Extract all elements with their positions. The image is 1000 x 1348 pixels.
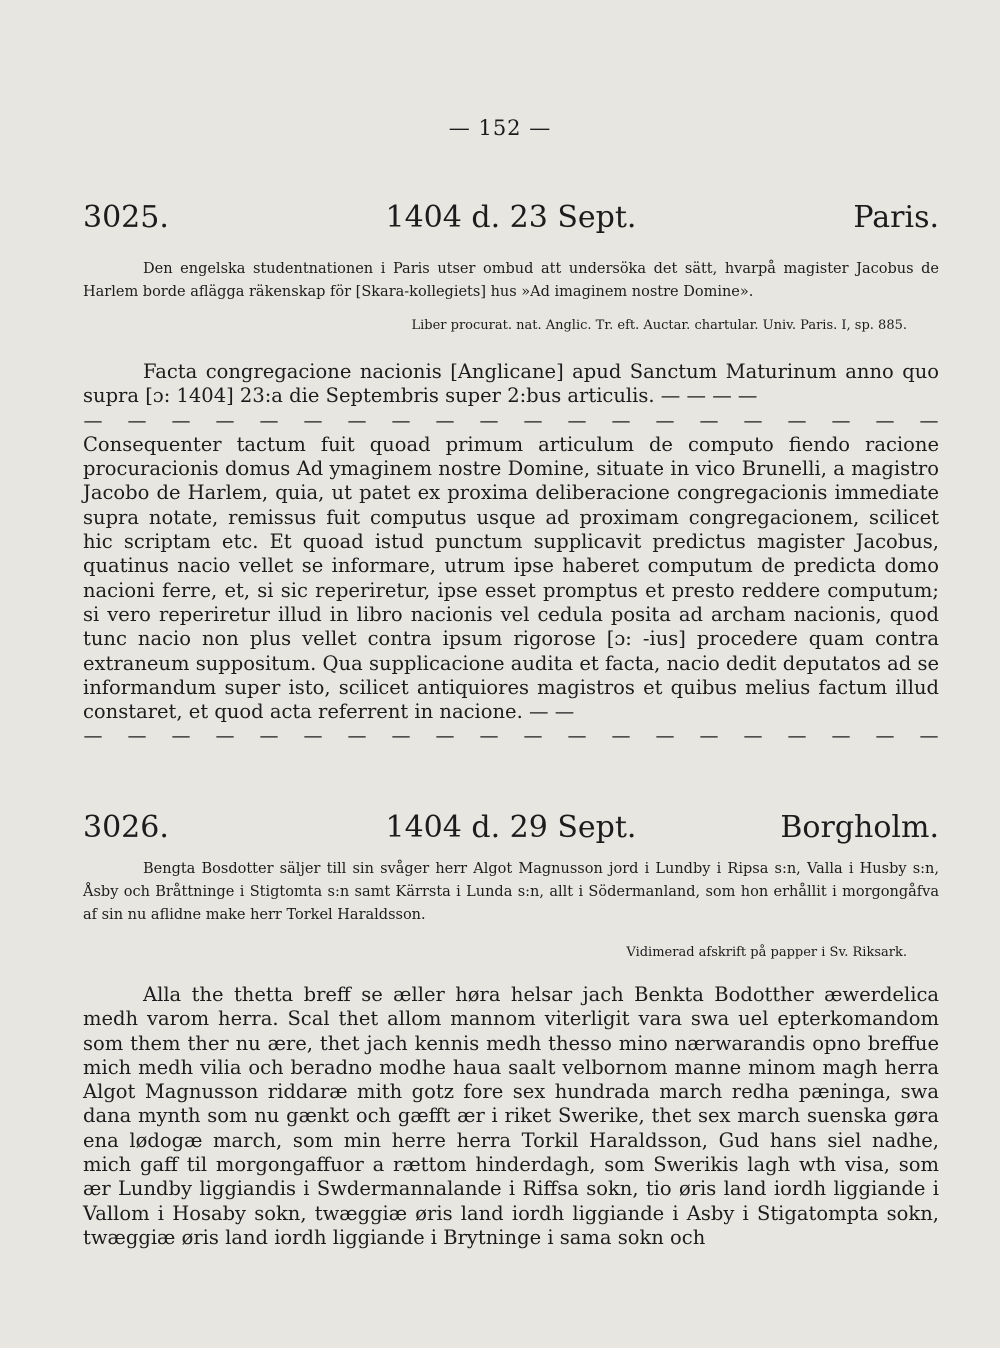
text-paragraph: Consequenter tactum fuit quoad primum articulum de computo fiendo racione procuracionis domus Ad ymaginem nostre Domine, situate in vico Brunelli, a magistro Jacobo de Harlem, quia, ut patet ex proxima deliberacione congregacionis immediate supra notate, remissus fuit computus usque ad proximam congregacionem, scilicet hic scriptam etc. Et quoad istud punctum supplicavit predictus magister Jacobus, quatinus nacio vellet se informare, utrum ipse haberet computum de predicta domo nacioni ferre, et, si sic reperiretur, ipse esset promptus et presto reddere computum; si vero reperiretur illud in libro nacionis vel cedula posita ad archam nacionis, quod tunc nacio non plus vellet contra ipsum rigorose [ɔ: -ius] procedere quam contra extraneum suppositum. Qua supplicacione audita et facta, nacio dedit deputatos ad se informandum super isto, scilicet antiquiores magistros et quibus melius factum illud constaret, et quod acta referrent in nacione. — — — [83, 432, 939, 724]
dash-separator: — — — — — — — — — — — — — — — — — — — — — [83, 725, 939, 748]
entry-source-3026: Vidimerad afskrift på papper i Sv. Riksark. — [626, 945, 907, 960]
entry-header-3026 — [83, 810, 939, 845]
entry-header-3025 — [83, 200, 939, 235]
entry-source-3025: Liber procurat. nat. Anglic. Tr. eft. Auctar. chartular. Univ. Paris. I, sp. 885. — [411, 318, 907, 333]
entry-date: 1404 d. 23 Sept. — [385, 200, 637, 235]
entry-place: Paris. — [853, 200, 939, 235]
entry-date: 1404 d. 29 Sept. — [385, 810, 637, 845]
entry-number: 3026. — [83, 810, 169, 845]
text-paragraph: Facta congregacione nacionis [Anglicane] apud Sanctum Maturinum anno quo supra [ɔ: 1404] 23:a die Septembris super 2:bus articulis. — — — — — [83, 360, 939, 408]
dash-separator: — — — — — — — — — — — — — — — — — — — — — [83, 409, 939, 432]
entry-place: Borgholm. — [780, 810, 939, 845]
entry-text-3025 — [83, 360, 939, 749]
page-number: — 152 — — [448, 116, 552, 140]
entry-number: 3025. — [83, 200, 169, 235]
entry-summary-3025: Den engelska studentnationen i Paris utser ombud att undersöka det sätt, hvarpå magister Jacobus de Harlem borde aflägga räkenskap för [Skara-kollegiets] hus »Ad imaginem nostre Domine». — [83, 261, 939, 300]
text-paragraph: Alla the thetta breff se æller høra helsar jach Benkta Bodotther æwerdelica medh varom herra. Scal thet allom mannom viterligit vara swa uel epterkomandom som them ther nu ære, thet jach kennis medh thesso mino nærwarandis opno breffue mich medh vilia och beradno modhe haua saalt velbornom manne minom magh herra Algot Magnusson riddaræ mith gotz fore sex hundrada march redha pæninga, swa dana mynth som nu gænkt och gæfft ær i riket Swerike, thet sex march suenska gøra ena lødogæ march, som min herre herra Torkil Haraldsson, Gud hans siel nadhe, mich gaff til morgongaffuor a rættom hinderdagh, som Swerikis lagh wth visa, som ær Lundby liggiandis i Swdermannalande i Riffsa sokn, tio øris land iordh liggiande i Vallom i Hosaby sokn, twæggiæ øris land iordh liggiande i Asby i Stigatompta sokn, twæggiæ øris land iordh liggiande i Brytninge i sama sokn och — [83, 983, 939, 1249]
entry-summary-3026: Bengta Bosdotter säljer till sin svåger herr Algot Magnusson jord i Lundby i Ripsa s:n, Valla i Husby s:n, Åsby och Bråttninge i Stigtomta s:n samt Kärrsta i Lunda s:n, allt i Södermanland, som hon erhållit i morgongåfva af sin nu aflidne make herr Torkel Haraldsson. — [83, 861, 939, 923]
entry-text-3026 — [83, 983, 939, 1250]
